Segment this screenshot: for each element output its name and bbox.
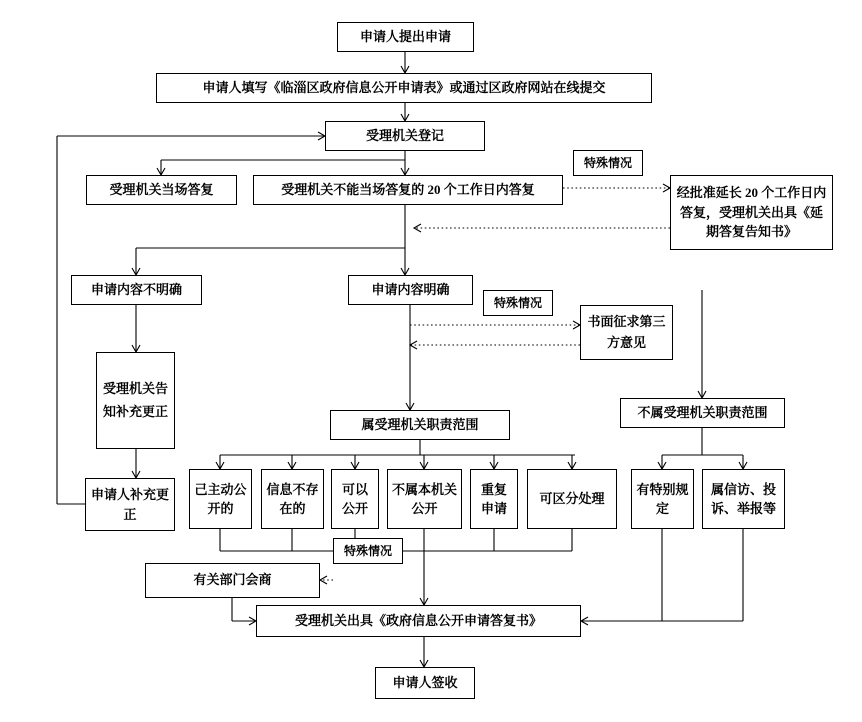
node-within-agency-scope: 属受理机关职责范围: [330, 410, 510, 440]
node-special-provisions: 有特别规定: [631, 469, 694, 529]
annotation-special-case-3: 特殊情况: [333, 538, 403, 564]
node-info-not-exist: 信息不存在的: [261, 469, 324, 529]
node-third-party-opinion: 书面征求第三方意见: [580, 305, 673, 360]
node-petition-complaint: 属信访、投诉、举报等: [702, 469, 785, 529]
node-issue-reply-document: 受理机关出具《政府信息公开申请答复书》: [256, 605, 581, 637]
node-duplicate-application: 重复申请: [470, 469, 518, 529]
node-can-disclose: 可以公开: [331, 469, 379, 529]
node-agency-register: 受理机关登记: [325, 121, 485, 151]
node-fill-application-form: 申请人填写《临淄区政府信息公开申请表》或通过区政府网站在线提交: [156, 73, 652, 103]
node-outside-agency-scope: 不属受理机关职责范围: [620, 398, 785, 428]
node-applicant-receive: 申请人签收: [375, 667, 475, 699]
node-department-consultation: 有关部门会商: [145, 563, 320, 598]
node-applicant-supplement: 申请人补充更正: [85, 478, 175, 531]
node-reply-within-20-days: 受理机关不能当场答复的 20 个工作日内答复: [253, 175, 563, 205]
node-notify-supplement: 受理机关告知补充更正: [96, 352, 175, 449]
node-extended-reply-notice: 经批准延长 20 个工作日内答复，受理机关出具《延期答复告知书》: [670, 175, 833, 250]
node-already-disclosed: 己主动公开的: [189, 469, 252, 529]
annotation-special-case-2: 特殊情况: [483, 290, 553, 316]
node-onsite-reply: 受理机关当场答复: [86, 175, 237, 205]
node-applicant-submit: 申请人提出申请: [337, 22, 474, 52]
node-content-clear: 申请内容明确: [348, 275, 473, 305]
node-content-unclear: 申请内容不明确: [71, 275, 202, 305]
node-not-this-agency: 不属本机关公开: [387, 469, 462, 529]
node-separable-handling: 可区分处理: [527, 469, 617, 529]
annotation-special-case-1: 特殊情况: [573, 150, 643, 176]
